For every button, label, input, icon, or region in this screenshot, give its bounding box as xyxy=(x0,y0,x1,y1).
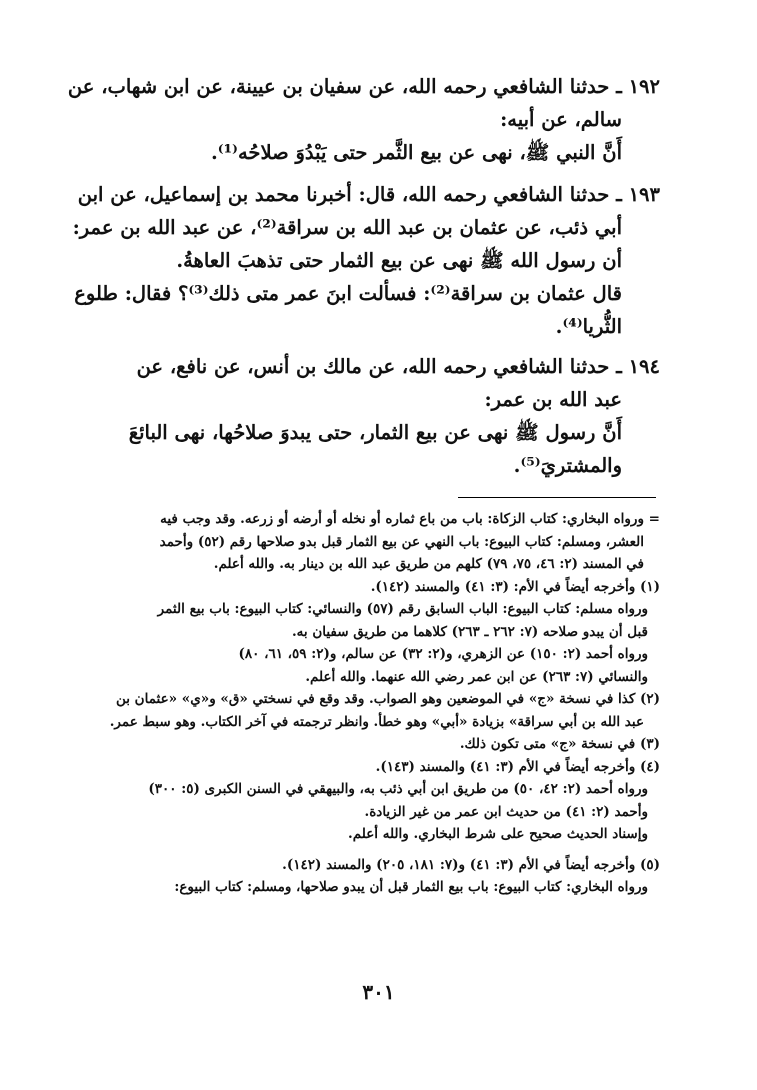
hadith-line: عبد الله بن عمر: xyxy=(484,388,622,411)
footnote-line: ورواه أحمد (٢: ٤٢، ٥٠) من طريق ابن أبي ذئب به، والبيهقي في السنن الكبرى (٥: ٣٠٠) xyxy=(148,781,648,797)
hadith-line: أَنَّ النبي ﷺ، نهى عن بيع الثَّمر حتى يَبْدُوَ صلاحُه⁽¹⁾. xyxy=(210,141,622,164)
footnote-line: في المسند (٢: ٤٦، ٧٥، ٧٩) كلهم من طريق عبد الله بن دينار به. والله أعلم. xyxy=(213,556,644,572)
footnote-line: ورواه البخاري: كتاب البيوع: باب بيع الثمار قبل أن يبدو صلاحها، ومسلم: كتاب البيوع: xyxy=(174,879,648,895)
hadith-line: الثُّريا⁽⁴⁾. xyxy=(555,315,622,338)
hadith-line: أَنَّ رسول ﷺ نهى عن بيع الثمار، حتى يبدوَ صلاحُها، نهى البائعَ xyxy=(128,421,622,444)
footnote-line: العشر، ومسلم: كتاب البيوع: باب النهي عن بيع الثمار قبل بدو صلاحها رقم (٥٢) وأحمد xyxy=(159,533,644,550)
footnote-line: وأحمد (٢: ٤١) من حديث ابن عمر من غير الزيادة. xyxy=(364,803,648,820)
footnotes xyxy=(100,508,660,899)
footnote-line: (٥) وأخرجه أيضاً في الأم (٣: ٤١) و(٧: ١٨١، ٢٠٥) والمسند (١٤٢). xyxy=(282,856,660,873)
hadith-line: أبي ذئب، عن عثمان بن عبد الله بن سراقة⁽²⁾، عن عبد الله بن عمر: xyxy=(72,216,622,239)
hadith-192 xyxy=(67,70,660,169)
hadith-193 xyxy=(72,178,660,343)
footnote-line: = ورواه البخاري: كتاب الزكاة: باب من باع ثماره أو نخله أو أرضه أو زرعه. وقد وجب فيه xyxy=(160,511,660,527)
footnote-line: ورواه مسلم: كتاب البيوع: الباب السابق رقم (٥٧) والنسائي: كتاب البيوع: باب بيع الثمر xyxy=(157,601,648,617)
hadith-line: ١٩٣ ـ حدثنا الشافعي رحمه الله، قال: أخبرنا محمد بن إسماعيل، عن ابن xyxy=(77,183,660,206)
hadith-line: قال عثمان بن سراقة⁽²⁾: فسألت ابنَ عمر متى ذلك⁽³⁾؟ فقال: طلوع xyxy=(74,282,622,305)
footnote-line: ورواه أحمد (٢: ١٥٠) عن الزهري، و(٢: ٣٢) عن سالم، و(٢: ٥٩، ٦١، ٨٠) xyxy=(238,646,648,662)
footnote-line: (٣) في نسخة «ج» متى تكون ذلك. xyxy=(459,736,660,752)
footnote-line: (١) وأخرجه أيضاً في الأم: (٣: ٤١) والمسند (١٤٢). xyxy=(370,578,660,595)
footnote-separator xyxy=(458,497,656,498)
footnote-line: (٤) وأخرجه أيضاً في الأم (٣: ٤١) والمسند (١٤٣). xyxy=(375,758,660,775)
hadith-line: ١٩٢ ـ حدثنا الشافعي رحمه الله، عن سفيان بن عيينة، عن ابن شهاب، عن xyxy=(67,75,660,98)
footnote-line: قبل أن يبدو صلاحه (٧: ٢٦٢ ـ ٢٦٣) كلاهما من طريق سفيان به. xyxy=(291,623,648,640)
footnote-line: عبد الله بن أبي سراقة» بزيادة «أبي» وهو خطأ. وانظر ترجمته في آخر الكتاب. وهو سبط عمر. xyxy=(109,713,644,730)
footnote-line: وإسناد الحديث صحيح على شرط البخاري. والله أعلم. xyxy=(348,826,648,842)
footnote-line: (٢) كذا في نسخة «ج» في الموضعين وهو الصواب. وقد وقع في نسختي «ق» و«ي» «عثمان بن xyxy=(115,691,660,707)
hadith-line: سالم، عن أبيه: xyxy=(500,108,622,131)
hadith-line: أن رسول الله ﷺ نهى عن بيع الثمار حتى تذهبَ العاهةُ. xyxy=(176,249,622,272)
hadith-line: والمشتريَ⁽⁵⁾. xyxy=(513,454,622,477)
hadith-line: ١٩٤ ـ حدثنا الشافعي رحمه الله، عن مالك بن أنس، عن نافع، عن xyxy=(136,355,660,378)
page-number: ٣٠١ xyxy=(362,980,395,1004)
hadith-194 xyxy=(100,350,660,482)
footnote-line: والنسائي (٧: ٢٦٣) عن ابن عمر رضي الله عنهما. والله أعلم. xyxy=(305,668,648,685)
